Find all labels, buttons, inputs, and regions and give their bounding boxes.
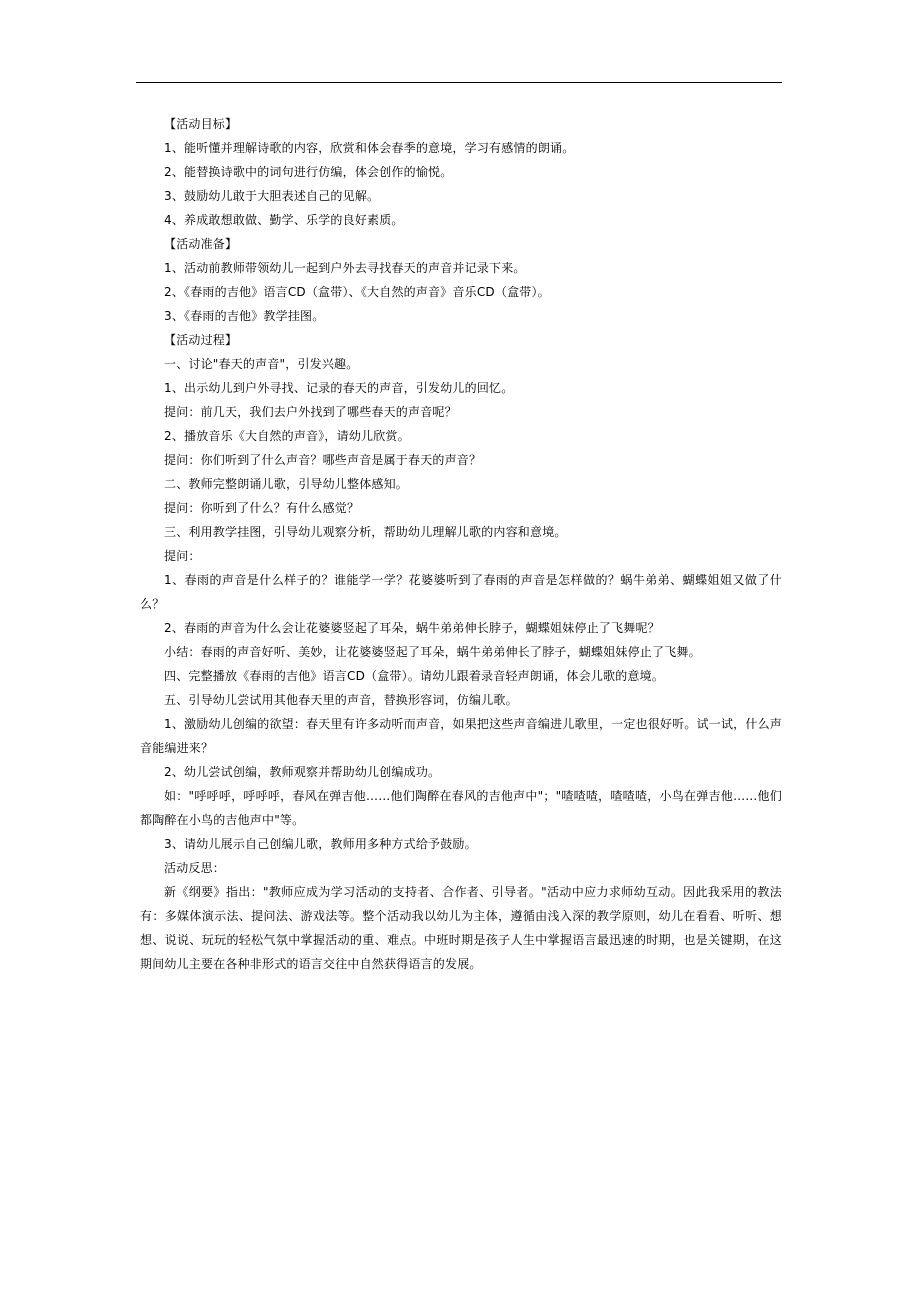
goal-item-4: 4、养成敢想敢做、勤学、乐学的良好素质。 [164, 213, 404, 227]
process-question: 提问：你们听到了什么声音？哪些声音是属于春天的声音？ [164, 453, 482, 467]
document-body [140, 112, 782, 976]
goal-item-3: 3、鼓励幼儿敢于大胆表述自己的见解。 [164, 189, 380, 203]
header-rule [136, 82, 782, 83]
preparation-item-2: 2、《春雨的吉他》语言CD（盒带）、《大自然的声音》音乐CD（盒带）。 [164, 285, 550, 299]
process-step-4: 四、完整播放《春雨的吉他》语言CD（盒带）。请幼儿跟着录音轻声朗诵，体会儿歌的意境。 [164, 669, 665, 683]
section-heading-preparation: 【活动准备】 [164, 237, 238, 251]
process-item: 2、幼儿尝试创编，教师观察并帮助幼儿创编成功。 [164, 765, 441, 779]
preparation-item-1: 1、活动前教师带领幼儿一起到户外去寻找春天的声音并记录下来。 [164, 261, 526, 275]
process-step-5: 五、引导幼儿尝试用其他春天里的声音，替换形容词，仿编儿歌。 [164, 693, 518, 707]
section-heading-process: 【活动过程】 [164, 333, 238, 347]
process-item: 2、播放音乐《大自然的声音》，请幼儿欣赏。 [164, 429, 410, 443]
process-item: 2、春雨的声音为什么会让花婆婆竖起了耳朵，蜗牛弟弟伸长脖子，蝴蝶姐妹停止了飞舞呢？ [164, 621, 660, 635]
goal-item-1: 1、能听懂并理解诗歌的内容，欣赏和体会春季的意境，学习有感情的朗诵。 [164, 141, 575, 155]
process-example: 如："呼呼呼，呼呼呼，春风在弹吉他……他们陶醉在春风的吉他声中"；"喳喳喳，喳喳喳，小鸟在弹吉他……他们都陶醉在小鸟的吉他声中"等。 [140, 789, 782, 827]
process-step-2: 二、教师完整朗诵儿歌，引导幼儿整体感知。 [164, 477, 409, 491]
process-item: 1、春雨的声音是什么样子的？谁能学一学？花婆婆听到了春雨的声音是怎样做的？蜗牛弟弟、蝴蝶姐姐又做了什么？ [140, 573, 782, 611]
preparation-item-3: 3、《春雨的吉他》教学挂图。 [164, 309, 325, 323]
process-item: 3、请幼儿展示自己创编儿歌，教师用多种方式给予鼓励。 [164, 837, 477, 851]
reflection-heading: 活动反思： [164, 861, 226, 875]
goal-item-2: 2、能替换诗歌中的词句进行仿编，体会创作的愉悦。 [164, 165, 453, 179]
process-item: 1、出示幼儿到户外寻找、记录的春天的声音，引发幼儿的回忆。 [164, 381, 514, 395]
process-question: 提问：你听到了什么？有什么感觉？ [164, 501, 360, 515]
process-step-3: 三、利用教学挂图，引导幼儿观察分析，帮助幼儿理解儿歌的内容和意境。 [164, 525, 567, 539]
process-item: 1、激励幼儿创编的欲望：春天里有许多动听而声音，如果把这些声音编进儿歌里，一定也很好听。试一试，什么声音能编进来？ [140, 717, 782, 755]
section-heading-goals: 【活动目标】 [164, 117, 238, 131]
reflection-paragraph: 新《纲要》指出："教师应成为学习活动的支持者、合作者、引导者。"活动中应力求师幼互动。因此我采用的教法有：多媒体演示法、提问法、游戏法等。整个活动我以幼儿为主体，遵循由浅入深的教学原则，幼儿在看看、听听、想想、说说、玩玩的轻松气氛中掌握活动的重、难点。中班时期是孩子人生中掌握语言最迅速的时期，也是关键期，在这期间幼儿主要在各种非形式的语言交往中自然获得语言的发展。 [140, 885, 782, 971]
process-summary: 小结：春雨的声音好听、美妙，让花婆婆竖起了耳朵，蜗牛弟弟伸长了脖子，蝴蝶姐妹停止了飞舞。 [164, 645, 701, 659]
process-question: 提问： [164, 549, 201, 563]
process-step-1: 一、讨论"春天的声音"，引发兴趣。 [164, 357, 359, 371]
process-question: 提问：前几天，我们去户外找到了哪些春天的声音呢？ [164, 405, 457, 419]
